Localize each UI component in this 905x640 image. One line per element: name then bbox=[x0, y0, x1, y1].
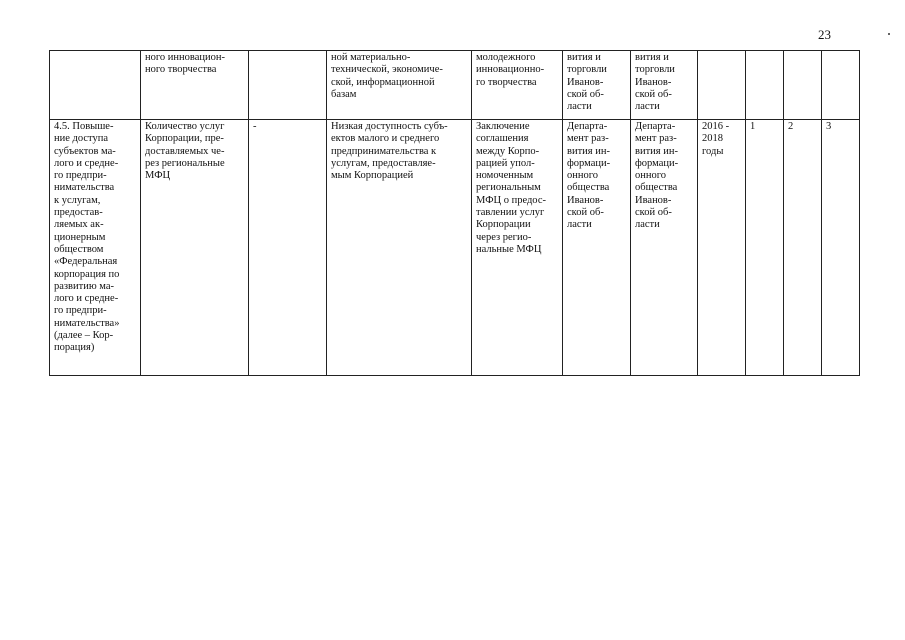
scan-speck bbox=[888, 33, 890, 35]
table-cell bbox=[249, 120, 327, 376]
table-cell bbox=[631, 120, 698, 376]
cell-text: - bbox=[253, 121, 257, 132]
cell-text: ного инновацион- ного творчества bbox=[145, 52, 225, 76]
cell-text: ной материально- технической, экономиче- ской, информационной базам bbox=[331, 52, 443, 100]
table-cell bbox=[327, 120, 472, 376]
table-cell bbox=[472, 120, 563, 376]
cell-text: Количество услуг Корпорации, пре- доставляемых че- рез региональные МФЦ bbox=[145, 121, 225, 182]
cell-text: молодежного инновационно- го творчества bbox=[476, 52, 545, 88]
table-cell bbox=[784, 120, 822, 376]
table-row bbox=[50, 120, 860, 376]
cell-text: 2016 - 2018 годы bbox=[702, 121, 730, 157]
table-cell bbox=[746, 51, 784, 120]
cell-text: вития и торговли Иванов- ской об- ласти bbox=[567, 52, 607, 113]
table-cell bbox=[472, 51, 563, 120]
page-number: 23 bbox=[818, 27, 831, 42]
table-cell bbox=[249, 51, 327, 120]
table-cell bbox=[50, 120, 141, 376]
table-cell bbox=[698, 51, 746, 120]
table-cell bbox=[746, 120, 784, 376]
table-cell bbox=[631, 51, 698, 120]
cell-text: 3 bbox=[826, 121, 832, 132]
cell-text: Департа- мент раз- вития ин- формаци- онного общества Иванов- ской об- ласти bbox=[567, 121, 611, 231]
table-cell bbox=[822, 120, 860, 376]
table-cell bbox=[698, 120, 746, 376]
table-cell bbox=[822, 51, 860, 120]
cell-text: 2 bbox=[788, 121, 794, 132]
table-cell bbox=[327, 51, 472, 120]
table-cell bbox=[784, 51, 822, 120]
table-cell bbox=[50, 51, 141, 120]
table-cell bbox=[563, 120, 631, 376]
document-table bbox=[49, 50, 860, 376]
cell-text: Заключение соглашения между Корпо- рацией упол- номоченным региональным МФЦ о предос- тавлении услуг Корпорации через регио- нальные МФЦ bbox=[476, 121, 546, 255]
cell-text: 1 bbox=[750, 121, 756, 132]
cell-text: Низкая доступность субъ- ектов малого и среднего предпринимательства к услугам, предоставляе- мым Корпорацией bbox=[331, 121, 448, 182]
table-cell bbox=[563, 51, 631, 120]
table-row bbox=[50, 51, 860, 120]
table-cell bbox=[141, 120, 249, 376]
cell-text: Департа- мент раз- вития ин- формаци- онного общества Иванов- ской об- ласти bbox=[635, 121, 679, 231]
table-cell bbox=[141, 51, 249, 120]
cell-text: вития и торговли Иванов- ской об- ласти bbox=[635, 52, 675, 113]
cell-text: 4.5. Повыше- ние доступа субъектов ма- лого и средне- го предпри- нимательства к услугам, предостав- ляемых ак- ционерным обществом «Федеральная корпорация по развитию ма- лого и средне- го предпри- нимательства» (далее – Кор- порация) bbox=[54, 121, 120, 354]
